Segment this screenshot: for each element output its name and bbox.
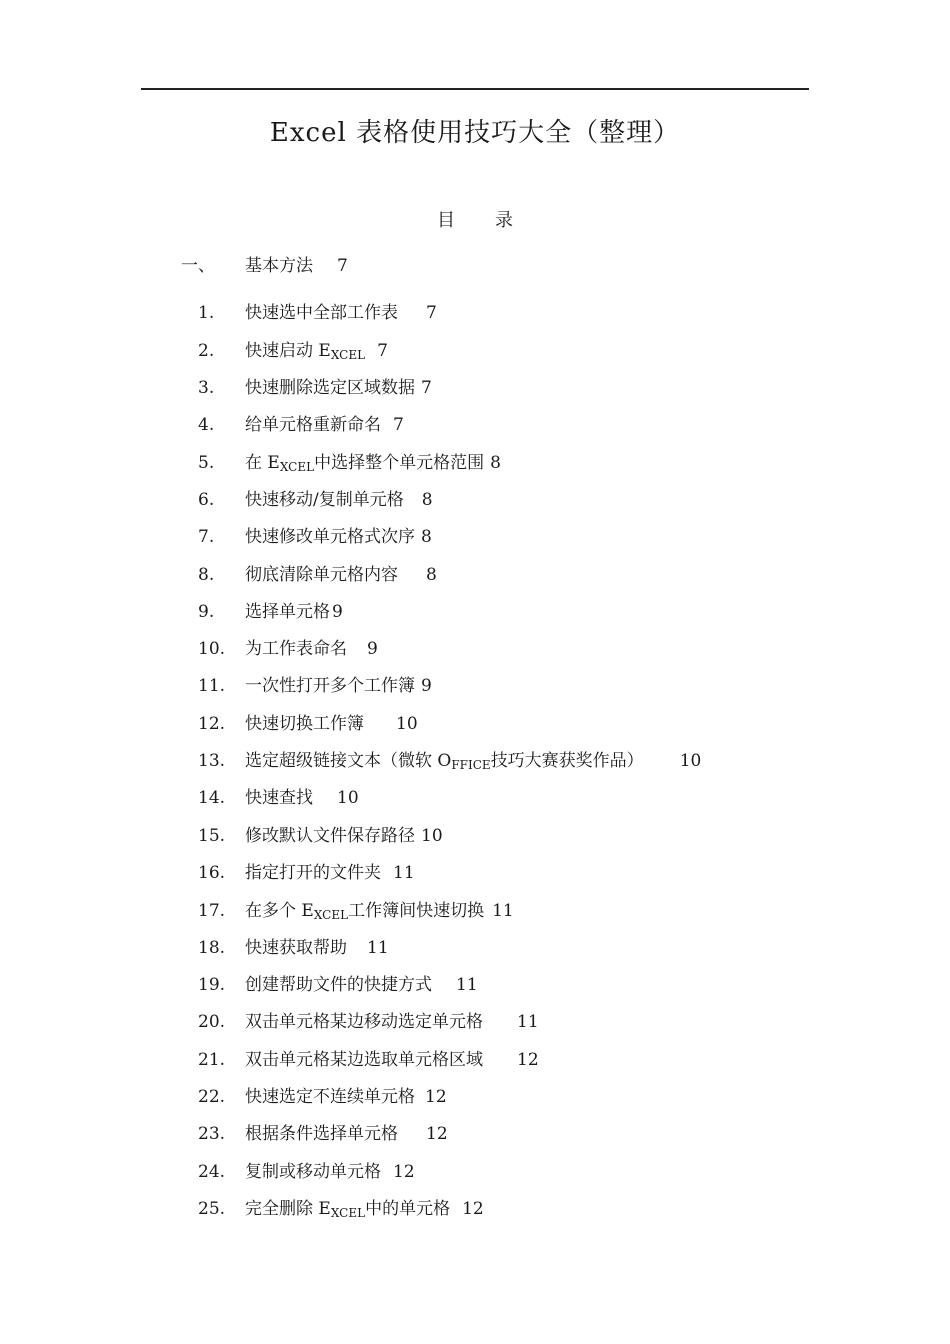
toc-entry-number: 20. <box>198 1012 226 1032</box>
toc-entry-page: 12 <box>517 1050 539 1070</box>
toc-entry-page: 9 <box>367 639 378 659</box>
toc-entry[interactable] <box>0 1158 950 1186</box>
toc-entry-page: 7 <box>421 378 432 398</box>
toc-entry-page: 7 <box>337 256 348 276</box>
toc-entry-page: 8 <box>421 490 433 510</box>
toc-entry-page: 8 <box>426 565 437 585</box>
toc-entry-number: 5. <box>198 453 215 473</box>
toc-entry[interactable] <box>0 1008 950 1036</box>
toc-entry-number: 11. <box>198 676 226 696</box>
toc-entry-number: 1. <box>198 303 215 323</box>
toc-entry-number: 8. <box>198 565 215 585</box>
toc-entry-title: 快速切换工作簿 10 <box>245 714 418 734</box>
toc-entry-title: 复制或移动单元格 12 <box>245 1162 415 1182</box>
toc-entry[interactable] <box>0 710 950 738</box>
toc-entry[interactable] <box>0 1046 950 1074</box>
toc-entry-number: 19. <box>198 975 226 995</box>
toc-entry-page: 10 <box>421 826 443 846</box>
toc-entry-page: 7 <box>377 341 388 361</box>
toc-entry-number: 9. <box>198 602 215 622</box>
toc-entry-title: 快速删除选定区域数据 7 <box>245 378 432 398</box>
toc-entry[interactable] <box>0 523 950 551</box>
toc-entry-number: 14. <box>198 788 226 808</box>
toc-entry-title: 彻底清除单元格内容 8 <box>245 565 437 585</box>
toc-entry-title: 快速查找 10 <box>245 788 359 808</box>
toc-entry-page: 8 <box>421 527 432 547</box>
toc-entry[interactable] <box>0 971 950 999</box>
toc-entry-number: 一、 <box>181 256 215 276</box>
toc-entry-page: 8 <box>490 453 501 473</box>
toc-entry[interactable] <box>0 747 950 775</box>
toc-entry-number: 22. <box>198 1087 226 1107</box>
toc-entry-title: 双击单元格某边选取单元格区域 12 <box>245 1050 539 1070</box>
toc-entry-title: 快速修改单元格式次序 8 <box>245 527 432 547</box>
toc-entry[interactable] <box>0 449 950 477</box>
toc-entry-page: 11 <box>393 863 415 883</box>
toc-entry-page: 12 <box>462 1199 484 1219</box>
toc-entry[interactable] <box>0 337 950 365</box>
toc-entry-title: 快速选定不连续单元格 12 <box>245 1087 447 1107</box>
toc-entry-page: 10 <box>337 788 359 808</box>
toc-heading-left: 目 <box>437 210 455 231</box>
toc-entry[interactable] <box>0 1083 950 1111</box>
toc-entry-title: 双击单元格某边移动选定单元格 11 <box>245 1012 539 1032</box>
toc-entry[interactable] <box>0 598 950 626</box>
toc-entry-title: 为工作表命名 9 <box>245 639 378 659</box>
toc-entry-title: 一次性打开多个工作簿 9 <box>245 676 432 696</box>
toc-entry-number: 24. <box>198 1162 226 1182</box>
toc-entry-number: 25. <box>198 1199 226 1219</box>
toc-entry-number: 12. <box>198 714 226 734</box>
toc-entry[interactable] <box>0 299 950 327</box>
toc-entry-title: 创建帮助文件的快捷方式 11 <box>245 975 478 995</box>
toc-entry-title: 基本方法 7 <box>245 256 348 276</box>
toc-heading-right: 录 <box>495 210 513 231</box>
toc-entry-title: 快速获取帮助 11 <box>245 938 389 958</box>
toc-entry-page: 9 <box>421 676 432 696</box>
toc-entry-number: 13. <box>198 751 226 771</box>
toc-entry-page: 12 <box>426 1124 448 1144</box>
toc-entry-page: 9 <box>332 602 343 622</box>
toc-entry[interactable] <box>0 486 950 514</box>
toc-entry[interactable] <box>0 411 950 439</box>
toc-entry-title: 快速移动/复制单元格 8 <box>245 490 433 510</box>
toc-entry-title: 给单元格重新命名 7 <box>245 415 404 435</box>
toc-entry-page: 10 <box>396 714 418 734</box>
toc-entry-page: 11 <box>492 901 514 921</box>
toc-entry[interactable] <box>0 1120 950 1148</box>
toc-entry-title: 在多个 EXCEL工作簿间快速切换 11 <box>245 901 514 922</box>
toc-entry-page: 7 <box>393 415 404 435</box>
document-title: Excel 表格使用技巧大全（整理） <box>269 118 681 148</box>
toc-entry[interactable] <box>0 374 950 402</box>
toc-entry-number: 7. <box>198 527 215 547</box>
toc-entry-title: 修改默认文件保存路径 10 <box>245 826 443 846</box>
toc-entry-page: 12 <box>425 1087 447 1107</box>
toc-entry[interactable] <box>0 897 950 925</box>
toc-entry-title: 快速选中全部工作表 7 <box>245 303 437 323</box>
toc-entry-title: 在 EXCEL中选择整个单元格范围 8 <box>245 453 501 474</box>
toc-entry[interactable] <box>0 859 950 887</box>
toc-entry-number: 17. <box>198 901 226 921</box>
toc-entry-page: 11 <box>456 975 478 995</box>
toc-entry-title: 选定超级链接文本（微软 OFFICE技巧大赛获奖作品） 10 <box>245 751 702 772</box>
toc-entry-title: 根据条件选择单元格 12 <box>245 1124 448 1144</box>
toc-entry-number: 18. <box>198 938 226 958</box>
toc-entry-number: 15. <box>198 826 226 846</box>
toc-entry-page: 7 <box>426 303 437 323</box>
toc-entry-page: 10 <box>679 751 702 771</box>
toc-entry[interactable] <box>0 672 950 700</box>
toc-entry-number: 2. <box>198 341 215 361</box>
toc-entry[interactable] <box>0 934 950 962</box>
toc-entry-number: 23. <box>198 1124 226 1144</box>
toc-entry-number: 16. <box>198 863 226 883</box>
toc-entry-section-1[interactable] <box>0 252 950 280</box>
toc-entry-title: 选择单元格 9 <box>245 602 343 622</box>
toc-entry[interactable] <box>0 784 950 812</box>
toc-entry[interactable] <box>0 1195 950 1223</box>
toc-entry-page: 11 <box>367 938 389 958</box>
toc-entry-page: 12 <box>393 1162 415 1182</box>
toc-entry-page: 11 <box>517 1012 539 1032</box>
toc-entry-title: 指定打开的文件夹 11 <box>245 863 415 883</box>
toc-entry-title: 完全删除 EXCEL中的单元格 12 <box>245 1199 484 1220</box>
toc-entry[interactable] <box>0 635 950 663</box>
toc-entry-title: 快速启动 EXCEL 7 <box>245 341 388 362</box>
toc-entry-number: 6. <box>198 490 215 510</box>
toc-entry-number: 21. <box>198 1050 226 1070</box>
toc-entry-number: 3. <box>198 378 215 398</box>
toc-entry[interactable] <box>0 561 950 589</box>
toc-entry-number: 10. <box>198 639 226 659</box>
toc-entry[interactable] <box>0 822 950 850</box>
toc-entry-number: 4. <box>198 415 215 435</box>
